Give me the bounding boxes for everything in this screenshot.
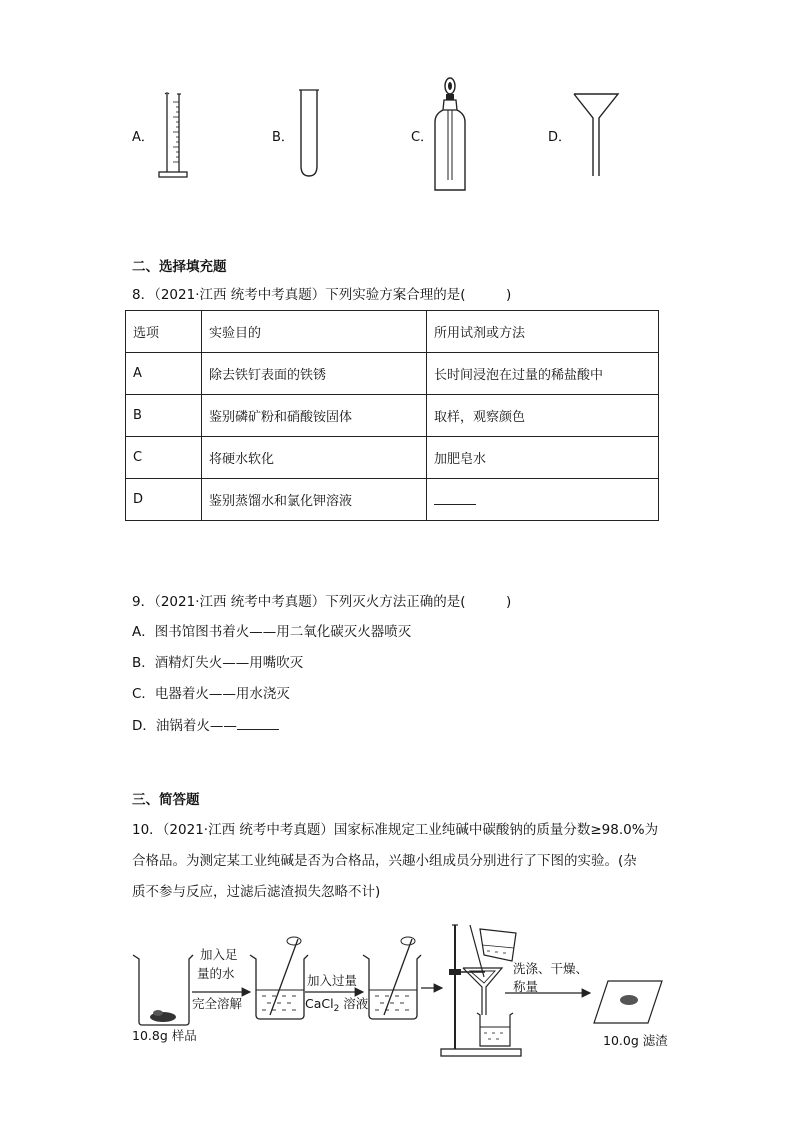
beaker-sample-icon xyxy=(133,955,193,1025)
table-header-row xyxy=(126,311,659,353)
q9-option-d xyxy=(132,715,279,736)
dropper-bottle-icon xyxy=(430,76,470,196)
table-header-cell: 所用试剂或方法 xyxy=(427,311,659,353)
sample-label: 10.8g 样品 xyxy=(132,1028,197,1043)
step1-line1: 加入足 xyxy=(200,947,238,962)
answer-blank[interactable] xyxy=(237,715,279,730)
residue-label: 10.0g 滤渣 xyxy=(603,1033,668,1048)
filter-paper-residue-icon xyxy=(594,981,662,1023)
beaker-precipitate-icon xyxy=(363,937,421,1019)
table-row xyxy=(126,395,659,437)
q9-option-d-text: D．油锅着火—— xyxy=(132,718,237,734)
table-cell-blank[interactable] xyxy=(427,479,659,521)
option-b-label: B． xyxy=(272,130,294,145)
filtration-apparatus-icon xyxy=(441,925,521,1056)
step1-line3: 完全溶解 xyxy=(192,996,243,1011)
step2-line2 xyxy=(305,996,369,1014)
table-cell: B xyxy=(126,395,202,437)
q9-option-b: B．酒精灯失火——用嘴吹灭 xyxy=(132,655,304,671)
experiment-diagram xyxy=(0,915,794,1075)
step2-line1: 加入过量 xyxy=(307,973,358,988)
table-cell: 加肥皂水 xyxy=(427,437,659,479)
q10-line-2: 合格品。为测定某工业纯碱是否为合格品，兴趣小组成员分别进行了下图的实验。(杂 xyxy=(132,853,637,869)
table-cell: D xyxy=(126,479,202,521)
q9-stem: 9．（2021·江西 统考中考真题）下列灭火方法正确的是( ) xyxy=(132,594,512,610)
table-cell: 将硬水软化 xyxy=(202,437,427,479)
step3-line2: 称量 xyxy=(513,979,539,994)
step2-reagent-suffix: 溶液 xyxy=(339,996,369,1011)
q10-line-3: 质不参与反应，过滤后滤渣损失忽略不计) xyxy=(132,884,381,900)
section-3-title: 三、简答题 xyxy=(132,792,200,808)
funnel-icon xyxy=(570,88,622,180)
test-tube-icon xyxy=(296,86,324,181)
q9-option-a: A．图书馆图书着火——用二氧化碳灭火器喷灭 xyxy=(132,624,412,640)
step2-reagent-subscript: 2 xyxy=(333,1004,340,1014)
table-header-cell: 实验目的 xyxy=(202,311,427,353)
answer-blank[interactable] xyxy=(434,490,476,505)
option-c-label: C． xyxy=(411,130,434,145)
section-2-title: 二、选择填充题 xyxy=(132,259,227,275)
table-row xyxy=(126,479,659,521)
table-cell: C xyxy=(126,437,202,479)
step3-line1: 洗涤、干燥、 xyxy=(513,961,589,976)
table-cell: 取样，观察颜色 xyxy=(427,395,659,437)
table-row xyxy=(126,437,659,479)
q10-line-1: 10．（2021·江西 统考中考真题）国家标准规定工业纯碱中碳酸钠的质量分数≥98.0%为 xyxy=(132,822,659,838)
graduated-cylinder-icon xyxy=(155,90,195,185)
beaker-dissolved-icon xyxy=(250,937,308,1019)
option-a-label: A． xyxy=(132,130,154,145)
q8-table xyxy=(125,310,659,521)
table-row xyxy=(126,353,659,395)
q8-stem: 8．（2021·江西 统考中考真题）下列实验方案合理的是( ) xyxy=(132,287,512,303)
table-cell: 鉴别磷矿粉和硝酸铵固体 xyxy=(202,395,427,437)
table-header-cell: 选项 xyxy=(126,311,202,353)
table-cell: 鉴别蒸馏水和氯化钾溶液 xyxy=(202,479,427,521)
option-d-label: D． xyxy=(548,130,572,145)
q9-option-c: C．电器着火——用水浇灭 xyxy=(132,686,290,702)
step2-reagent: CaCl xyxy=(305,996,334,1011)
step1-line2: 量的水 xyxy=(197,966,235,981)
table-cell: 长时间浸泡在过量的稀盐酸中 xyxy=(427,353,659,395)
table-cell: A xyxy=(126,353,202,395)
table-cell: 除去铁钉表面的铁锈 xyxy=(202,353,427,395)
